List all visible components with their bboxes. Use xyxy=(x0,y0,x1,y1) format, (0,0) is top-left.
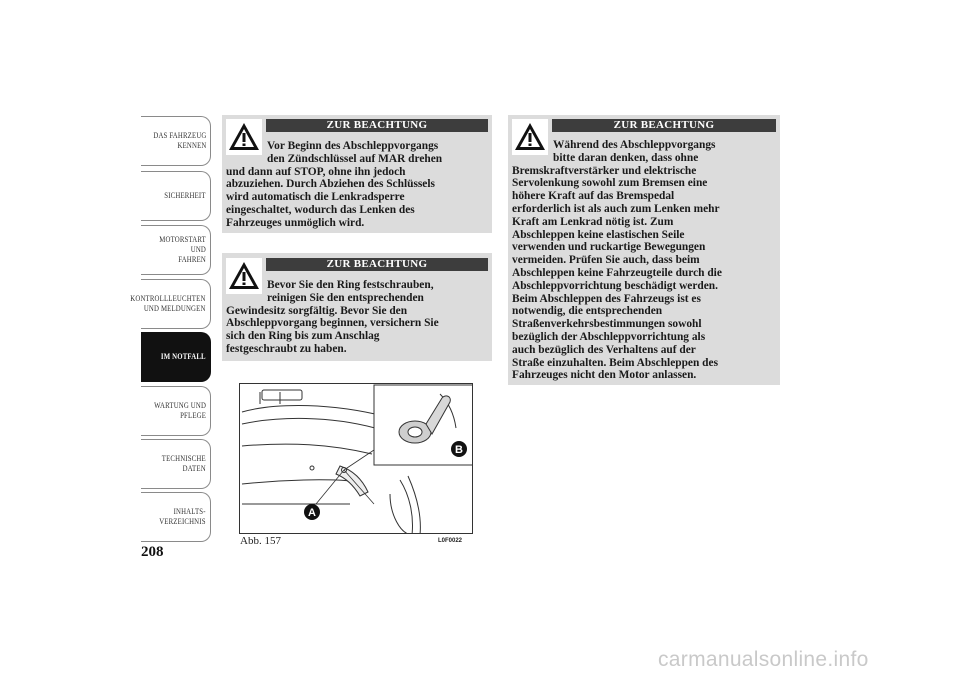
warning-box-towing xyxy=(508,115,780,385)
tab-label: TECHNISCHE DATEN xyxy=(161,454,206,473)
tab-im-notfall[interactable] xyxy=(141,332,211,382)
tab-wartung-und-pflege[interactable] xyxy=(141,386,211,436)
warning-text-indented: Während des Abschleppvorgangs bitte daran denken, dass ohne xyxy=(553,139,716,164)
page-number: 208 xyxy=(141,544,164,560)
tab-sicherheit[interactable] xyxy=(141,171,211,221)
tab-motorstart-und-fahren[interactable] xyxy=(141,225,211,275)
warning-text-body: Bremskraftverstärker und elektrische Servolenkung sowohl zum Bremsen eine höhere Kraft auf das Bremspedal erforderlich ist als auch zum Lenken mehr Kraft am Lenkrad nötig ist. Zum Abschleppen keine elastischen Seile verwenden und ruckartige Bewegungen vermeiden. Prüfen Sie auch, dass beim Abschleppen keine Fahrzeugteile durch die Abschleppvorrichtung beschädigt werden. Beim Abschleppen des Fahrzeugs ist es notwendig, die entsprechenden Straßenverkehrsbestimmungen sowohl bezüglich der Abschleppvorrichtung als auch bezüglich des Verhaltens auf der Straße einzuhalten. Beim Abschleppen des Fahrzeuges nicht den Motor anlassen. xyxy=(512,164,722,382)
warning-box-ring xyxy=(222,253,492,361)
tab-label: WARTUNG UND PFLEGE xyxy=(154,401,206,420)
watermark: carmanualsonline.info xyxy=(658,648,869,671)
tab-kontrollleuchten[interactable] xyxy=(130,279,211,329)
figure-caption: Abb. 157 xyxy=(240,535,281,547)
callout-label-a: A xyxy=(308,507,316,519)
warning-text-indented: Bevor Sie den Ring festschrauben, reinigen Sie den entsprechenden xyxy=(267,279,434,304)
warning-title: ZUR BEACHTUNG xyxy=(266,258,488,271)
tab-label: DAS FAHRZEUG KENNEN xyxy=(152,131,206,150)
tab-label: IM NOTFALL xyxy=(161,352,206,361)
warning-box-ignition xyxy=(222,115,492,233)
car-rear-drawing xyxy=(240,384,473,534)
towing-eye-illustration xyxy=(239,383,473,534)
tab-label: MOTORSTART UND FAHREN xyxy=(159,235,206,264)
tab-label: SICHERHEIT xyxy=(164,191,206,200)
warning-title: ZUR BEACHTUNG xyxy=(266,119,488,132)
warning-text xyxy=(226,140,490,230)
warning-text xyxy=(226,279,490,356)
warning-text xyxy=(512,139,778,382)
tab-technische-daten[interactable] xyxy=(141,439,211,489)
warning-title: ZUR BEACHTUNG xyxy=(552,119,776,132)
warning-text-indented: Vor Beginn des Abschleppvorgangs den Zündschlüssel auf MAR drehen xyxy=(267,140,443,165)
tab-inhaltsverzeichnis[interactable] xyxy=(141,492,211,542)
warning-text-body: und dann auf STOP, ohne ihn jedoch abzuziehen. Durch Abziehen des Schlüssels wird automatisch die Lenkradsperre eingeschaltet, wodurch das Lenken des Fahrzeuges unmöglich wird. xyxy=(226,165,435,229)
tab-label: KONTROLLLEUCHTEN UND MELDUNGEN xyxy=(130,294,206,313)
warning-text-body: Gewindesitz sorgfältig. Bevor Sie den Abschleppvorgang beginnen, versichern Sie sich den Ring bis zum Anschlag festgeschraubt zu haben. xyxy=(226,304,439,355)
figure-code: L0F0022 xyxy=(438,538,463,544)
tab-das-fahrzeug-kennen[interactable] xyxy=(141,116,211,166)
callout-label-b: B xyxy=(455,444,463,456)
tab-label: INHALTS- VERZEICHNIS xyxy=(159,507,206,526)
